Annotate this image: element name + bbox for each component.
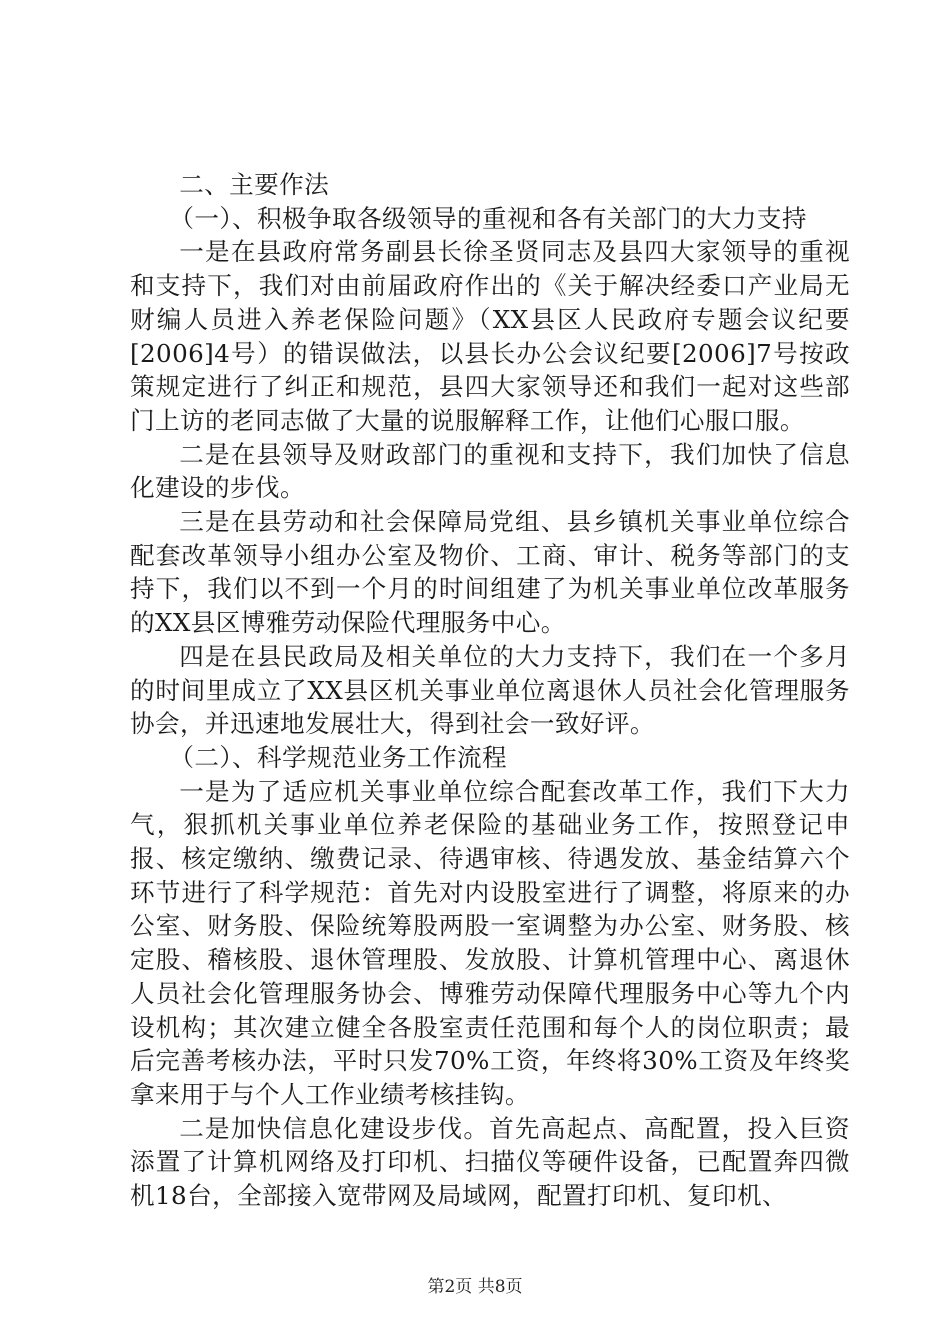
subsection-heading-workflow: （二）、科学规范业务工作流程 <box>169 742 507 772</box>
document-body <box>130 168 850 1213</box>
section-heading-main-practices: 二、主要作法 <box>179 170 330 199</box>
paragraph-fourth-point: 四是在县民政局及相关单位的大力支持下，我们在一个多月的时间里成立了XX县区机关事业单位离退休人员社会化管理服务协会，并迅速地发展壮大，得到社会一致好评。 <box>130 641 850 739</box>
subsection-heading-leadership-support: （一）、积极争取各级领导的重视和各有关部门的大力支持 <box>169 203 807 233</box>
paragraph-workflow-first-point: 一是为了适应机关事业单位综合配套改革工作，我们下大力气，狠抓机关事业单位养老保险的基础业务工作，按照登记申报、核定缴纳、缴费记录、待遇审核、待遇发放、基金结算六个环节进行了科学规范：首先对内设股室进行了调整，将原来的办公室、财务股、保险统筹股两股一室调整为办公室、财务股、核定股、稽核股、退休管理股、发放股、计算机管理中心、离退休人员社会化管理服务协会、博雅劳动保障代理服务中心等九个内设机构；其次建立健全各股室责任范围和每个人的岗位职责；最后完善考核办法，平时只发70%工资，年终将30%工资及年终奖拿来用于与个人工作业绩考核挂钩。 <box>130 776 850 1109</box>
paragraph-workflow-second-point: 二是加快信息化建设步伐。首先高起点、高配置，投入巨资添置了计算机网络及打印机、扫描仪等硬件设备，已配置奔四微机18台，全部接入宽带网及局域网，配置打印机、复印机、 <box>130 1113 850 1211</box>
paragraph-third-point: 三是在县劳动和社会保障局党组、县乡镇机关事业单位综合配套改革领导小组办公室及物价、工商、审计、税务等部门的支持下，我们以不到一个月的时间组建了为机关事业单位改革服务的XX县区博雅劳动保险代理服务中心。 <box>130 507 850 638</box>
paragraph-second-point: 二是在县领导及财政部门的重视和支持下，我们加快了信息化建设的步伐。 <box>130 439 850 503</box>
paragraph-first-point: 一是在县政府常务副县长徐圣贤同志及县四大家领导的重视和支持下，我们对由前届政府作出的《关于解决经委口产业局无财编人员进入养老保险问题》（XX县区人民政府专题会议纪要[2006]4号）的错误做法，以县长办公会议纪要[2006]7号按政策规定进行了纠正和规范，县四大家领导还和我们一起对这些部门上访的老同志做了大量的说服解释工作，让他们心服口服。 <box>130 237 850 435</box>
page-number-label: 第2页 共8页 <box>427 1277 523 1297</box>
page-footer <box>0 1277 950 1297</box>
